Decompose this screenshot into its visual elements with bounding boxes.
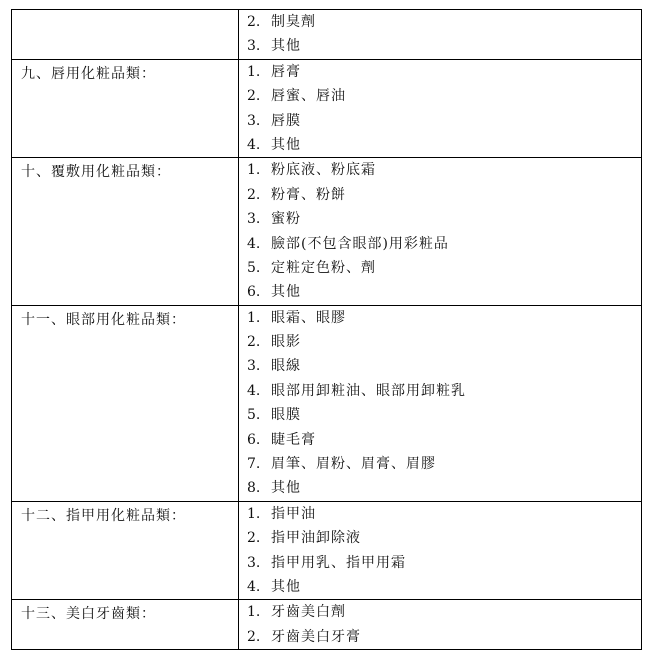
item-number: 6. xyxy=(247,284,261,301)
item-number: 4. xyxy=(247,136,261,153)
category-cell xyxy=(12,59,239,158)
list-item xyxy=(239,452,641,476)
item-text: 粉膏、粉餅 xyxy=(271,186,346,203)
list-item xyxy=(239,133,641,157)
item-text: 指甲油卸除液 xyxy=(271,530,361,547)
item-text: 指甲用乳、指甲用霜 xyxy=(271,554,406,571)
item-number: 4. xyxy=(247,578,261,595)
list-item xyxy=(239,10,641,34)
item-text: 眼霜、眼膠 xyxy=(271,309,346,326)
category-name: 十、覆敷用化粧品類： xyxy=(21,164,171,181)
list-item xyxy=(239,476,641,500)
category-row xyxy=(12,158,642,305)
items-cell xyxy=(239,501,642,600)
category-cell xyxy=(12,501,239,600)
item-number: 4. xyxy=(247,382,261,399)
item-text: 指甲油 xyxy=(271,505,316,522)
list-item xyxy=(239,306,641,330)
item-text: 唇蜜、唇油 xyxy=(271,88,346,105)
item-text: 眼部用卸粧油、眼部用卸粧乳 xyxy=(271,382,466,399)
items-cell xyxy=(239,158,642,305)
list-item xyxy=(239,502,641,526)
item-text: 唇膜 xyxy=(271,112,301,129)
item-number: 2. xyxy=(247,334,261,351)
category-name xyxy=(12,10,238,36)
item-number: 3. xyxy=(247,358,261,375)
category-cell xyxy=(12,10,239,60)
list-item xyxy=(239,183,641,207)
item-number: 3. xyxy=(247,211,261,228)
list-item xyxy=(239,232,641,256)
item-text: 其他 xyxy=(271,38,301,55)
list-item xyxy=(239,403,641,427)
list-item xyxy=(239,330,641,354)
category-cell xyxy=(12,600,239,650)
item-number: 2. xyxy=(247,530,261,547)
item-number: 5. xyxy=(247,259,261,276)
item-text: 制臭劑 xyxy=(271,14,316,30)
list-item xyxy=(239,428,641,452)
category-row xyxy=(12,501,642,600)
list-item xyxy=(239,575,641,599)
item-text: 其他 xyxy=(271,136,301,153)
items-cell xyxy=(239,305,642,501)
list-item xyxy=(239,526,641,550)
item-number: 6. xyxy=(247,431,261,448)
item-text: 粉底液、粉底霜 xyxy=(271,162,376,179)
item-text: 臉部(不包含眼部)用彩粧品 xyxy=(271,235,449,252)
items-cell xyxy=(239,59,642,158)
item-text: 蜜粉 xyxy=(271,211,301,228)
list-item xyxy=(239,109,641,133)
category-name: 十三、美白牙齒類： xyxy=(21,606,156,623)
list-item xyxy=(239,551,641,575)
list-item xyxy=(239,600,641,624)
list-item xyxy=(239,625,641,649)
item-number: 8. xyxy=(247,480,261,497)
category-name: 九、唇用化粧品類： xyxy=(21,65,156,82)
item-text: 眼影 xyxy=(271,334,301,351)
items-cell xyxy=(239,600,642,650)
category-cell xyxy=(12,158,239,305)
item-number: 2. xyxy=(247,14,261,30)
item-number: 1. xyxy=(247,505,261,522)
category-cell xyxy=(12,305,239,501)
list-item xyxy=(239,84,641,108)
item-text: 眉筆、眉粉、眉膏、眉膠 xyxy=(271,456,436,473)
item-text: 牙齒美白劑 xyxy=(271,604,346,621)
cosmetics-category-table xyxy=(11,9,642,650)
item-text: 定粧定色粉、劑 xyxy=(271,259,376,276)
item-number: 1. xyxy=(247,604,261,621)
item-text: 其他 xyxy=(271,578,301,595)
item-number: 5. xyxy=(247,407,261,424)
item-number: 7. xyxy=(247,456,261,473)
item-number: 3. xyxy=(247,112,261,129)
list-item xyxy=(239,207,641,231)
item-number: 4. xyxy=(247,235,261,252)
category-row xyxy=(12,305,642,501)
item-number: 1. xyxy=(247,63,261,80)
category-row xyxy=(12,10,642,60)
list-item xyxy=(239,379,641,403)
item-text: 唇膏 xyxy=(271,63,301,80)
list-item xyxy=(239,34,641,58)
category-row xyxy=(12,600,642,650)
list-item xyxy=(239,354,641,378)
table-body xyxy=(12,10,642,650)
item-text: 睫毛膏 xyxy=(271,431,316,448)
item-number: 2. xyxy=(247,186,261,203)
category-name: 十一、眼部用化粧品類： xyxy=(21,311,186,328)
item-text: 牙齒美白牙膏 xyxy=(271,628,361,645)
item-text: 眼膜 xyxy=(271,407,301,424)
list-item xyxy=(239,60,641,84)
item-number: 1. xyxy=(247,309,261,326)
category-row xyxy=(12,59,642,158)
items-cell xyxy=(239,10,642,60)
item-number: 3. xyxy=(247,38,261,55)
list-item xyxy=(239,280,641,304)
item-text: 其他 xyxy=(271,284,301,301)
item-number: 2. xyxy=(247,628,261,645)
list-item xyxy=(239,256,641,280)
item-text: 其他 xyxy=(271,480,301,497)
category-name: 十二、指甲用化粧品類： xyxy=(21,507,186,524)
item-number: 2. xyxy=(247,88,261,105)
list-item xyxy=(239,158,641,182)
item-text: 眼線 xyxy=(271,358,301,375)
item-number: 1. xyxy=(247,162,261,179)
item-number: 3. xyxy=(247,554,261,571)
